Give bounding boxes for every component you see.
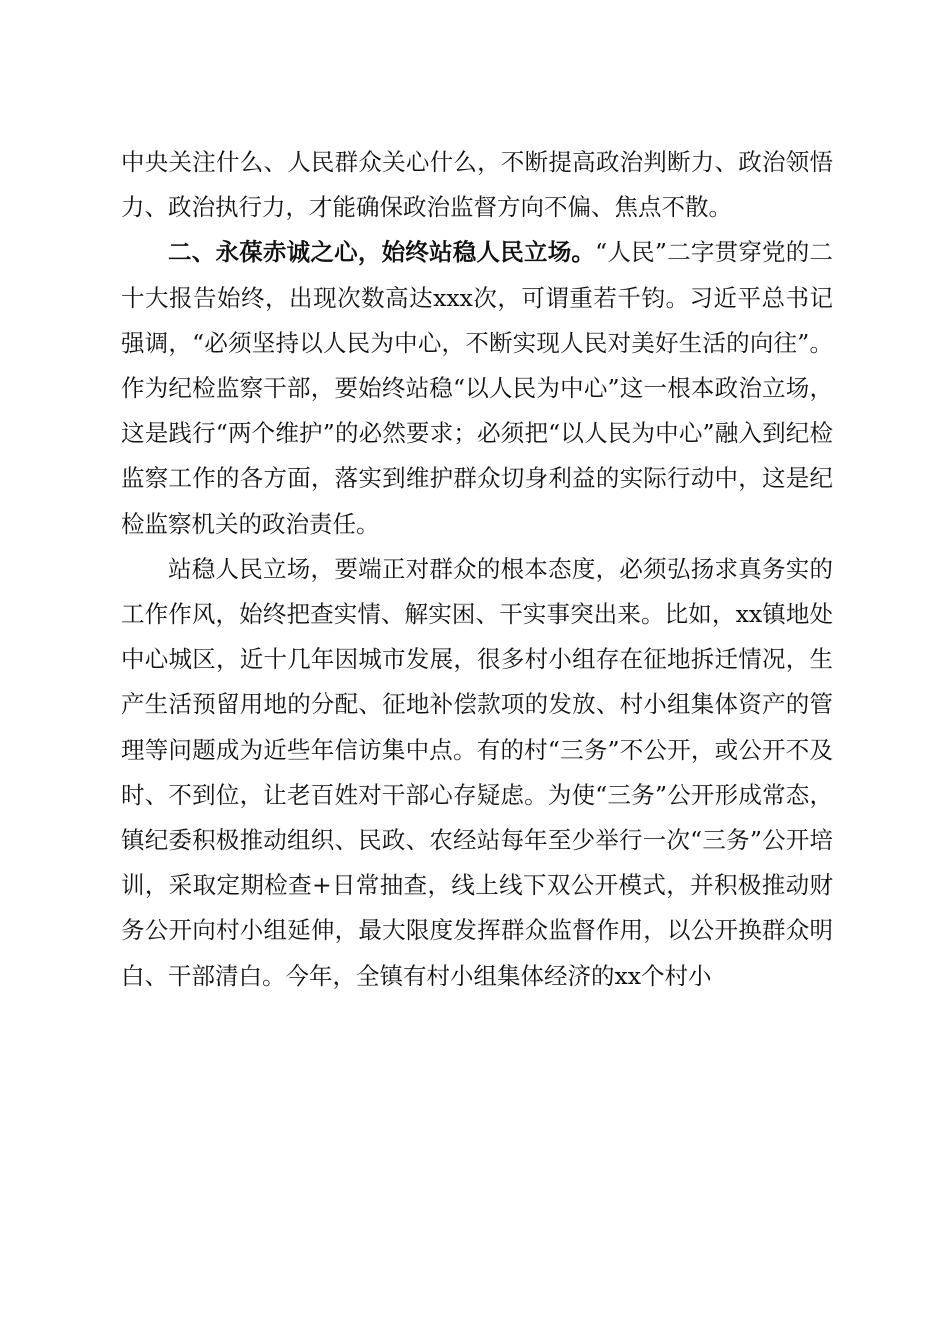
paragraph-section-two xyxy=(121,230,833,546)
paragraph-continued: 中央关注什么、人民群众关心什么，不断提高政治判断力、政治领悟力、政治执行力，才能确保政治监督方向不偏、焦点不散。 xyxy=(121,148,833,222)
paragraph-body: 站稳人民立场，要端正对群众的根本态度，必须弘扬求真务实的工作作风，始终把查实情、解实困、干实事突出来。比如，xx镇地处中心城区，近十几年因城市发展，很多村小组存在征地拆迁情况，生产生活预留用地的分配、征地补偿款项的发放、村小组集体资产的管理等问题成为近些年信访集中点。有的村“三务”不公开，或公开不及时、不到位，让老百姓对干部心存疑虑。为使“三务”公开形成常态，镇纪委积极推动组织、民政、农经站每年至少举行一次“三务”公开培训，采取定期检查+日常抽查，线上线下双公开模式，并积极推动财务公开向村小组延伸，最大限度发挥群众监督作用，以公开换群众明白、干部清白。今年，全镇有村小组集体经济的xx个村小 xyxy=(121,554,833,990)
section-body-text: “人民”二字贯穿党的二十大报告始终，出现次数高达xxx次，可谓重若千钧。习近平总书记强调，“必须坚持以人民为中心，不断实现人民对美好生活的向往”。作为纪检监察干部，要始终站稳“以人民为中心”这一根本政治立场，这是践行“两个维护”的必然要求；必须把“以人民为中心”融入到纪检监察工作的各方面，落实到维护群众切身利益的实际行动中，这是纪检监察机关的政治责任。 xyxy=(121,238,834,538)
section-heading: 二、永葆赤诚之心，始终站稳人民立场。 xyxy=(168,238,596,267)
document-body xyxy=(121,140,833,999)
